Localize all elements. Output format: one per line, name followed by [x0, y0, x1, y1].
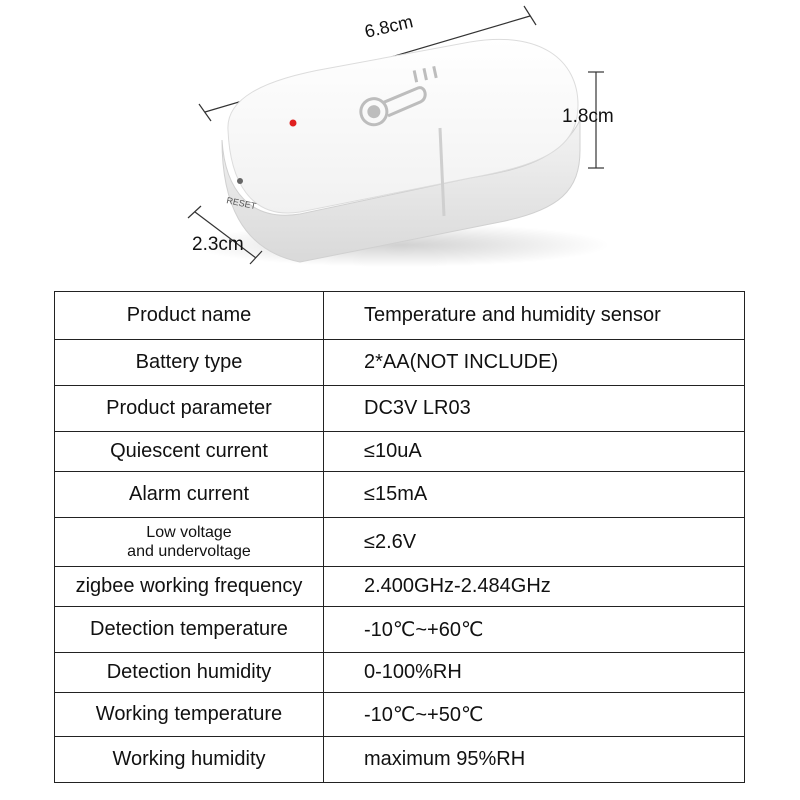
table-row [55, 692, 745, 736]
product-image-area [0, 0, 800, 290]
spec-value: ≤15mA [324, 472, 745, 518]
spec-value: 2.400GHz-2.484GHz [324, 566, 745, 606]
spec-label-line: Low voltage [146, 524, 232, 541]
depth-label: 2.3cm [192, 234, 244, 255]
spec-value: DC3V LR03 [324, 386, 745, 432]
spec-value: -10℃~+50℃ [324, 692, 745, 736]
spec-value: 2*AA(NOT INCLUDE) [324, 340, 745, 386]
spec-label: zigbee working frequency [55, 566, 324, 606]
table-row [55, 292, 745, 340]
spec-value: -10℃~+60℃ [324, 606, 745, 652]
width-label: 6.8cm [362, 11, 415, 42]
spec-label: Product parameter [55, 386, 324, 432]
indicator-led [290, 120, 297, 127]
spec-value: ≤10uA [324, 432, 745, 472]
spec-label [55, 518, 324, 566]
spec-label: Quiescent current [55, 432, 324, 472]
spec-label: Detection temperature [55, 606, 324, 652]
spec-value: ≤2.6V [324, 518, 745, 566]
table-row [55, 652, 745, 692]
table-row [55, 340, 745, 386]
spec-label: Working humidity [55, 736, 324, 782]
table-row [55, 518, 745, 566]
table-row [55, 386, 745, 432]
spec-value: Temperature and humidity sensor [324, 292, 745, 340]
spec-table [54, 291, 745, 783]
table-row [55, 566, 745, 606]
table-row [55, 736, 745, 782]
spec-label: Battery type [55, 340, 324, 386]
table-row [55, 606, 745, 652]
spec-label: Detection humidity [55, 652, 324, 692]
spec-label-line: and undervoltage [127, 543, 251, 560]
sensor-device-illustration [0, 0, 800, 290]
reset-hole-icon [237, 178, 243, 184]
spec-label: Working temperature [55, 692, 324, 736]
spec-value: maximum 95%RH [324, 736, 745, 782]
reset-label: RESET [225, 195, 258, 212]
table-row [55, 472, 745, 518]
spec-label: Product name [55, 292, 324, 340]
height-label: 1.8cm [562, 106, 614, 127]
spec-value: 0-100%RH [324, 652, 745, 692]
spec-label: Alarm current [55, 472, 324, 518]
table-row [55, 432, 745, 472]
